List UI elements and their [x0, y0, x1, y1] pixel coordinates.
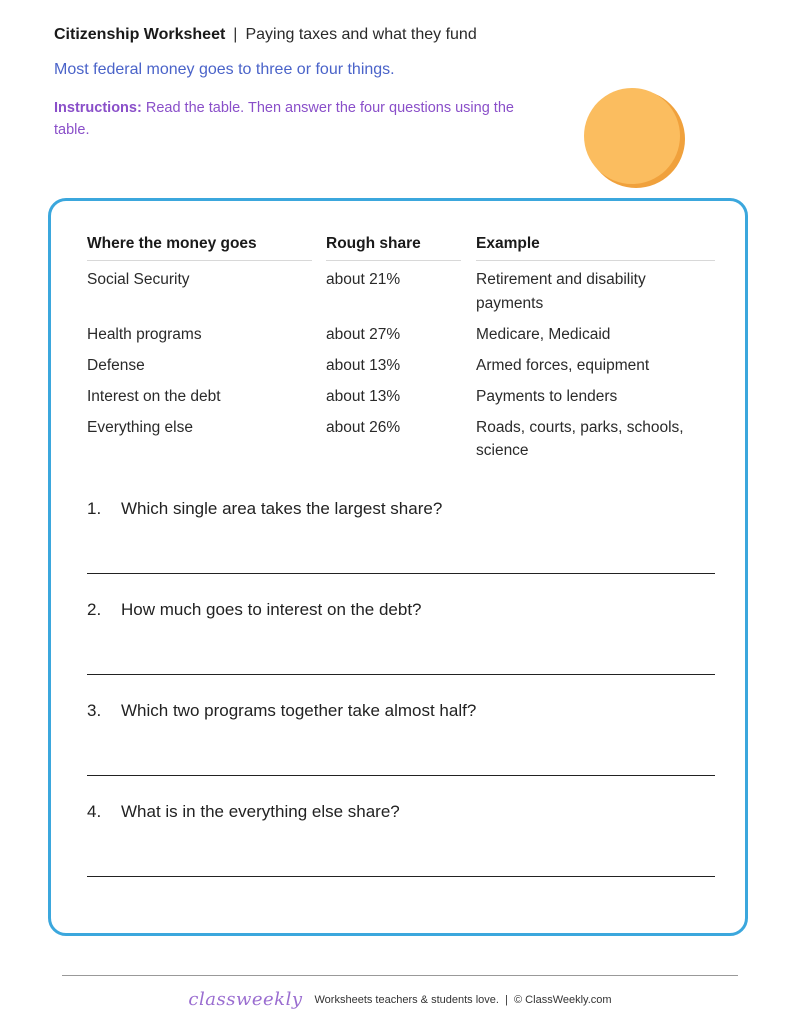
question-item	[87, 802, 715, 903]
table-cell: about 27%	[326, 325, 401, 343]
answer-line[interactable]	[87, 876, 715, 877]
question-prompt: How much goes to interest on the debt?	[121, 600, 422, 619]
table-header-cell: Example	[476, 235, 715, 261]
table-cell: Armed forces, equipment	[476, 356, 650, 374]
table-row	[87, 377, 715, 408]
table-header-cell: Where the money goes	[87, 235, 312, 261]
question-number: 2.	[87, 600, 102, 619]
table-cell: about 13%	[326, 356, 401, 374]
answer-line[interactable]	[87, 775, 715, 776]
question-text	[87, 600, 422, 620]
answer-line[interactable]	[87, 573, 715, 574]
instructions-text: Read the table. Then answer the four questions using the table.	[54, 100, 514, 138]
table-cell: Roads, courts, parks, schools, science	[476, 418, 684, 459]
table-cell: Medicare, Medicaid	[476, 325, 611, 343]
question-item	[87, 600, 715, 701]
table-cell: about 21%	[326, 271, 401, 288]
title-separator: |	[233, 26, 238, 43]
question-number: 4.	[87, 802, 102, 821]
instructions	[54, 97, 534, 141]
worksheet-title: Citizenship Worksheet	[54, 26, 226, 43]
questions-list	[87, 499, 715, 903]
table-row	[87, 346, 715, 377]
table-cell: Retirement and disability payments	[476, 271, 646, 312]
worksheet-subtitle: Paying taxes and what they fund	[245, 26, 477, 43]
answer-line[interactable]	[87, 674, 715, 675]
question-text	[87, 802, 400, 822]
table-header-cell: Rough share	[326, 235, 461, 261]
question-prompt: Which two programs together take almost half?	[121, 701, 477, 720]
tagline: Most federal money goes to three or four things.	[54, 61, 395, 78]
table-row	[87, 408, 715, 463]
question-text	[87, 701, 476, 721]
question-prompt: What is in the everything else share?	[121, 802, 400, 821]
table-header-row	[87, 235, 715, 261]
table-cell: Payments to lenders	[476, 387, 618, 405]
question-item	[87, 499, 715, 600]
brand-logo: classweekly	[188, 989, 303, 1010]
table-cell: Health programs	[87, 325, 202, 343]
footer-text: Worksheets teachers & students love. | © ClassWeekly.com	[314, 994, 612, 1006]
question-number: 3.	[87, 701, 102, 720]
table-cell: Everything else	[87, 418, 193, 436]
spending-table	[87, 235, 715, 463]
table-body	[87, 261, 715, 463]
table-row	[87, 261, 715, 315]
coin-icon	[582, 86, 686, 190]
table-cell: Interest on the debt	[87, 387, 221, 405]
table-cell: about 13%	[326, 387, 401, 405]
instructions-label: Instructions:	[54, 100, 142, 116]
worksheet-header	[54, 26, 477, 44]
content-card	[48, 198, 748, 936]
question-item	[87, 701, 715, 802]
footer	[0, 989, 800, 1010]
table-row	[87, 315, 715, 346]
question-text	[87, 499, 442, 519]
question-number: 1.	[87, 499, 102, 518]
question-prompt: Which single area takes the largest share?	[121, 499, 443, 518]
table-cell: about 26%	[326, 418, 401, 436]
footer-divider	[62, 975, 738, 976]
table-cell: Defense	[87, 356, 145, 374]
table-cell: Social Security	[87, 271, 190, 288]
